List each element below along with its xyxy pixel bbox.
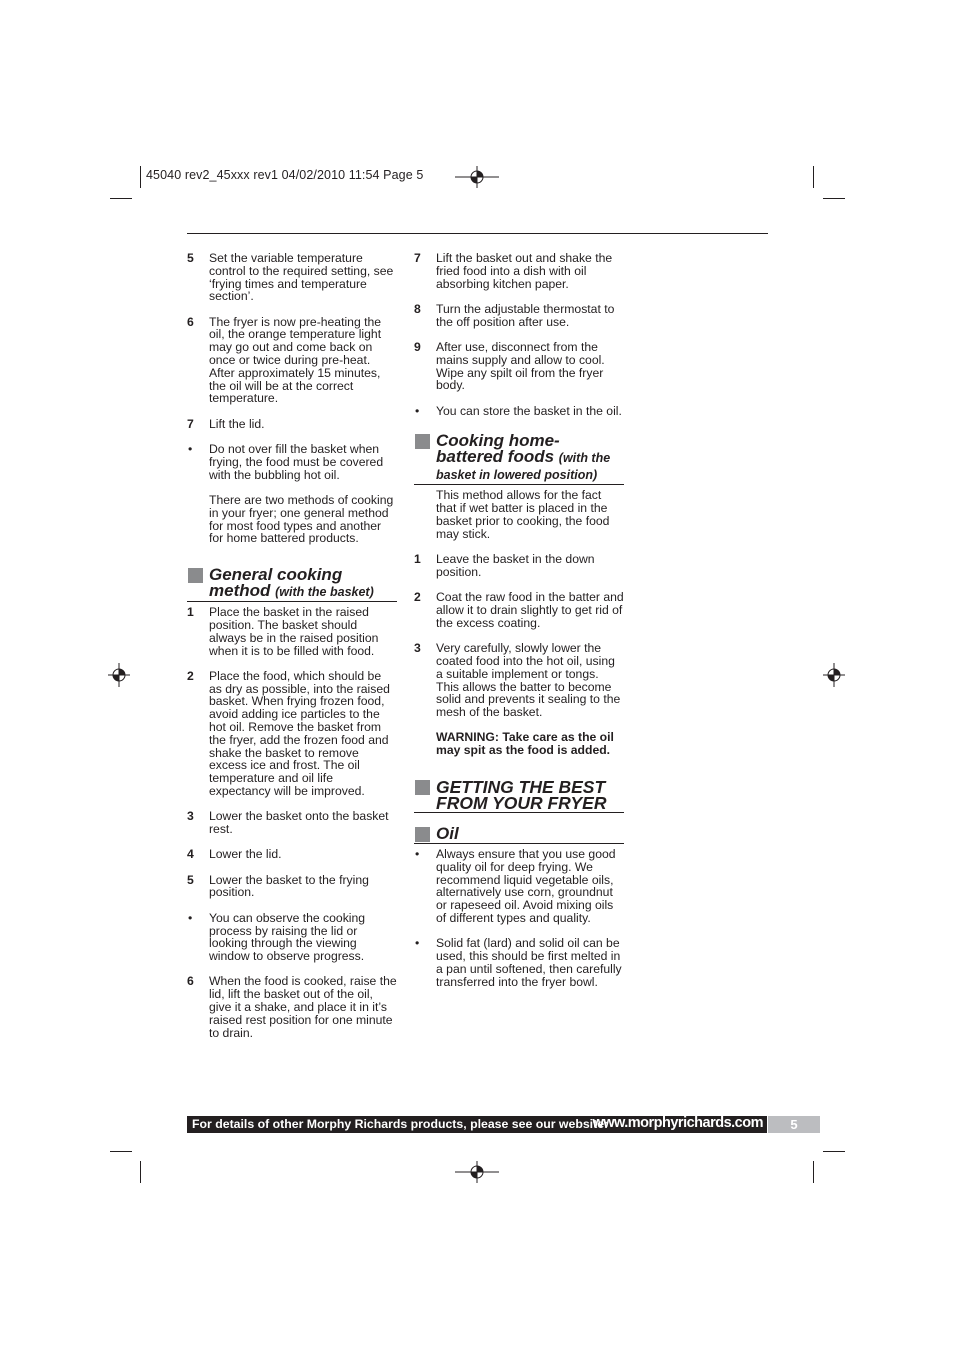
step-text: Coat the raw food in the batter and allow it to drain slightly to get rid of the excess coating.	[436, 590, 624, 630]
step-number: 5	[187, 251, 194, 265]
list-item	[187, 848, 397, 861]
crop-mark	[823, 1151, 845, 1152]
bullet-icon: •	[415, 403, 420, 418]
step-number: 4	[187, 847, 194, 862]
step-number: 3	[414, 641, 421, 656]
warning-text: WARNING: Take care as the oil may spit as the food is added.	[436, 730, 614, 758]
list-item	[187, 418, 397, 431]
bullet-icon: •	[188, 442, 193, 457]
registration-mark-icon	[455, 166, 499, 188]
bullet-icon: •	[188, 910, 193, 925]
step-number: 1	[414, 552, 421, 567]
step-text: You can store the basket in the oil.	[436, 403, 622, 418]
right-steps-list	[414, 252, 624, 417]
step-text: Solid fat (lard) and solid oil can be used, this should be first melted in a pan until softened, then carefully transferred into the fryer bowl.	[436, 936, 622, 989]
list-item	[414, 303, 624, 329]
step-text: Set the variable temperature control to the required setting, see ‘frying times and temperature section’.	[209, 251, 394, 304]
list-item	[187, 810, 397, 836]
step-number: 7	[187, 416, 194, 431]
right-column	[414, 252, 624, 1001]
crop-mark	[110, 1151, 132, 1152]
battered-steps	[414, 553, 624, 719]
step-text: Lift the basket out and shake the fried food into a dish with oil absorbing kitchen paper.	[436, 251, 613, 291]
list-item	[414, 848, 624, 925]
step-text: Do not over fill the basket when frying, the food must be covered with the bubbling hot oil.	[209, 442, 384, 482]
step-number: 8	[414, 301, 421, 316]
footer-text: For details of other Morphy Richards products, please see our website:	[192, 1117, 609, 1131]
list-item	[414, 553, 624, 579]
website-link[interactable]: www.morphyrichards.com	[592, 1115, 763, 1131]
battered-intro: This method allows for the fact that if wet batter is placed in the basket prior to cooking, the food may stick.	[436, 488, 610, 541]
step-text: Always ensure that you use good quality oil for deep frying. We recommend liquid vegetable oils, alternatively use corn, groundnut or rapeseed oil. Avoid mixing oils of different types and quality.	[436, 847, 616, 925]
list-item	[414, 341, 624, 392]
general-method-steps	[187, 606, 397, 1039]
bullet-icon: •	[415, 936, 420, 951]
list-item	[187, 975, 397, 1039]
list-item	[414, 405, 624, 418]
header-rule	[187, 233, 768, 234]
list-item	[187, 606, 397, 657]
step-text: The fryer is now pre-heating the oil, the orange temperature light may go out and come back on once or twice during pre-heat. After approximately 15 minutes, the oil will be at the correct temperature.	[209, 314, 382, 406]
methods-note: There are two methods of cooking in your fryer; one general method for most food types and another for home battered products.	[209, 492, 394, 546]
registration-mark-icon	[455, 1161, 499, 1183]
step-text: When the food is cooked, raise the lid, lift the basket out of the oil, give it a shake, and place it in it’s raised rest position for one minute to drain.	[209, 974, 397, 1040]
step-number: 3	[187, 809, 194, 824]
step-text: Place the food, which should be as dry as possible, into the raised basket. When frying frozen food, avoid adding ice particles to the hot oil. Remove the basket from the fryer, add the frozen food and shake the basket to remove excess ice and frost. The oil temperature and oil life expectancy will be improved.	[209, 668, 390, 798]
crop-mark	[813, 1161, 814, 1183]
step-number: 2	[414, 590, 421, 605]
step-number: 6	[187, 314, 194, 329]
print-slug: 45040 rev2_45xxx rev1 04/02/2010 11:54 Page 5	[146, 168, 424, 182]
step-text: Place the basket in the raised position. The basket should always be in the raised position when it is to be filled with food.	[209, 605, 379, 658]
list-item	[414, 937, 624, 988]
left-steps-list	[187, 252, 397, 481]
list-item	[187, 874, 397, 900]
crop-mark	[140, 1161, 141, 1183]
list-item	[187, 912, 397, 963]
general-cooking-heading: General cooking method (with the basket)	[187, 567, 397, 602]
step-text: Lower the lid.	[209, 847, 282, 862]
crop-mark	[823, 198, 845, 199]
step-number: 9	[414, 339, 421, 354]
crop-mark	[110, 198, 132, 199]
step-number: 7	[414, 251, 421, 265]
list-item	[187, 670, 397, 798]
registration-mark-icon	[823, 663, 845, 687]
oil-heading: Oil	[414, 826, 624, 844]
step-text: Very carefully, slowly lower the coated food into the hot oil, using a suitable implement or tongs. This allows the batter to become solid and prevents it sealing to the mesh of the basket.	[436, 641, 621, 720]
home-battered-heading: Cooking home-battered foods (with the basket in lowered position)	[414, 433, 624, 485]
bullet-icon: •	[415, 847, 420, 862]
heading-square-icon	[415, 780, 430, 795]
step-text: Lower the basket to the frying position.	[209, 872, 369, 900]
heading-square-icon	[415, 434, 430, 449]
list-item	[414, 642, 624, 719]
step-text: Turn the adjustable thermostat to the off position after use.	[436, 301, 615, 329]
list-item	[414, 252, 624, 290]
step-number: 6	[187, 974, 194, 989]
step-text: After use, disconnect from the mains supply and allow to cool. Wipe any spilt oil from the fryer body.	[436, 339, 605, 393]
list-item	[414, 591, 624, 629]
heading-square-icon	[415, 827, 430, 842]
page-number: 5	[768, 1116, 820, 1133]
step-number: 5	[187, 872, 194, 887]
left-column	[187, 252, 397, 1052]
list-item	[187, 316, 397, 406]
step-text: Leave the basket in the down position.	[436, 552, 595, 579]
step-text: Lower the basket onto the basket rest.	[209, 809, 389, 837]
step-text: You can observe the cooking process by raising the lid or looking through the viewing window to observe progress.	[209, 910, 366, 964]
step-text: Lift the lid.	[209, 416, 265, 431]
crop-mark	[140, 166, 141, 188]
oil-list	[414, 848, 624, 988]
registration-mark-icon	[108, 663, 130, 687]
list-item	[187, 252, 397, 303]
list-item	[187, 443, 397, 481]
footer-bar	[187, 1116, 767, 1133]
getting-best-heading: GETTING THE BEST FROM YOUR FRYER	[414, 779, 624, 813]
heading-square-icon	[188, 568, 203, 583]
step-number: 2	[187, 668, 194, 683]
crop-mark	[813, 166, 814, 188]
step-number: 1	[187, 605, 194, 620]
